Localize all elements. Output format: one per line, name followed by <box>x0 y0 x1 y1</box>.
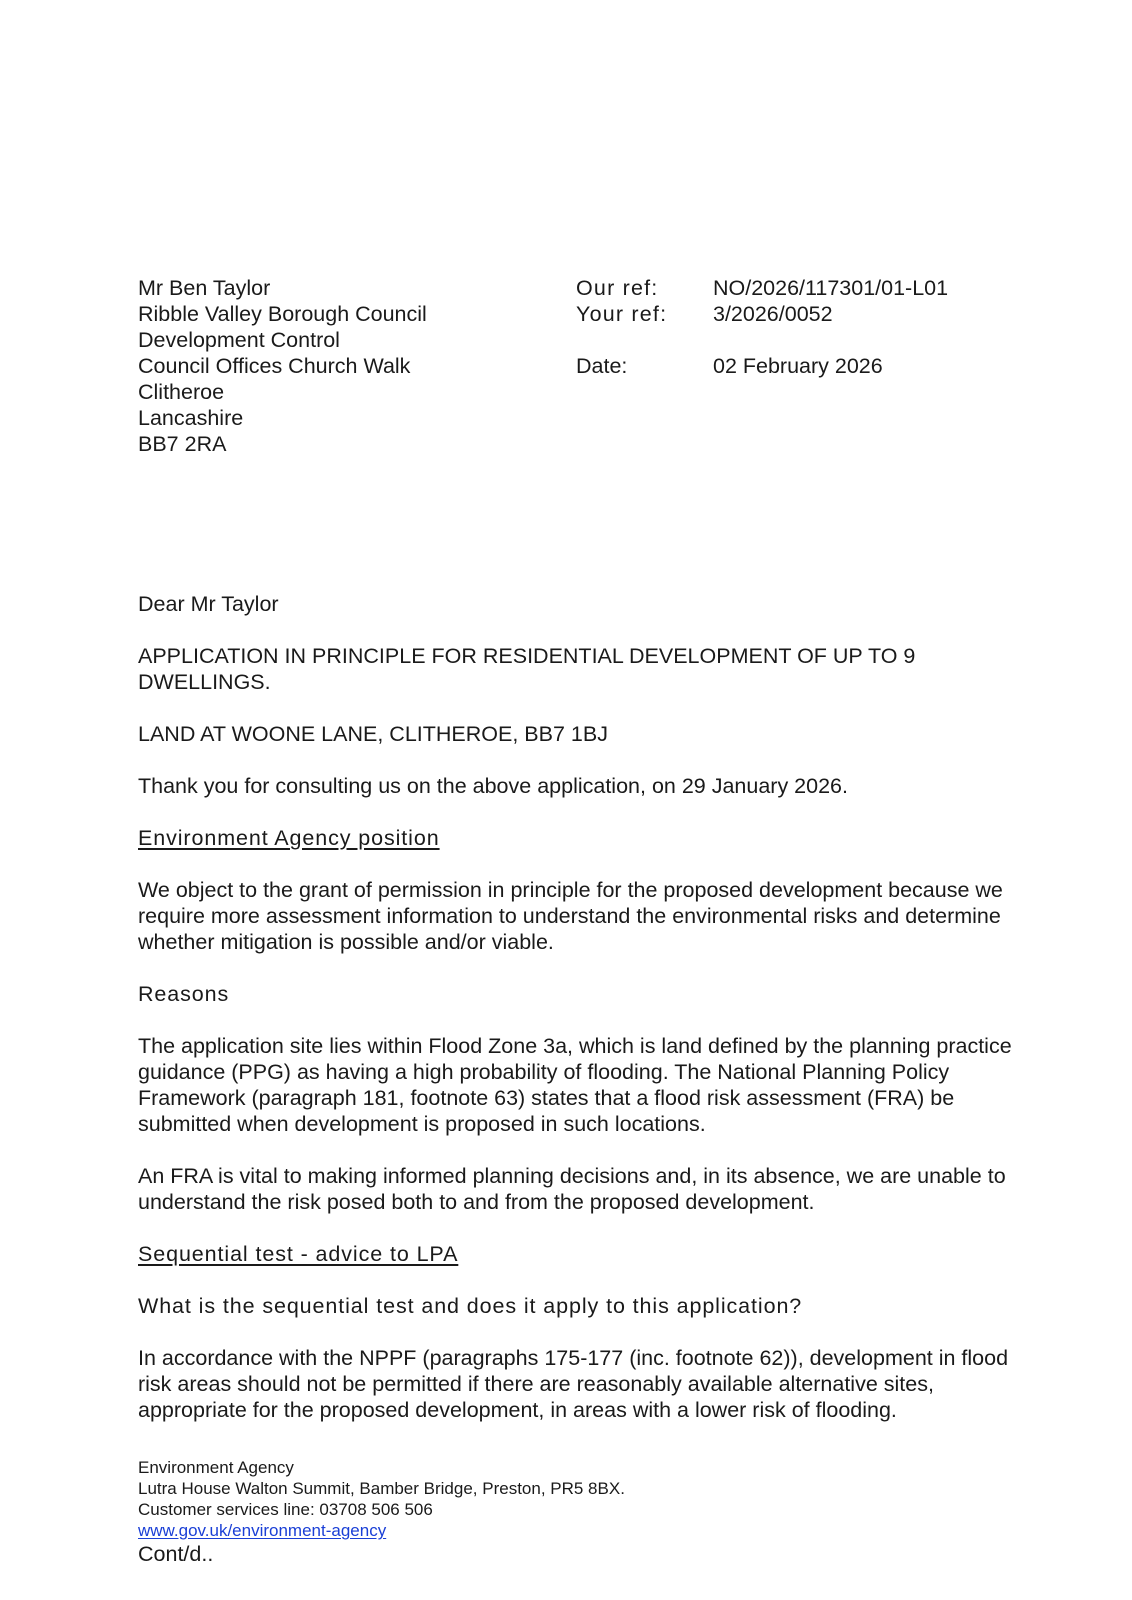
letter-body <box>138 591 1038 1449</box>
recipient-organisation: Ribble Valley Borough Council <box>138 302 427 326</box>
your-ref-label: Your ref: <box>576 302 668 326</box>
reasons-paragraph-1: The application site lies within Flood Zone 3a, which is land defined by the planning practice guidance (PPG) as having a high probability of flooding. The National Planning Policy Framework (paragraph 181, footnote 63) states that a flood risk assessment (FRA) be submitted when development is proposed in such locations. <box>138 1034 1012 1136</box>
sequential-heading: Sequential test - advice to LPA <box>138 1242 459 1266</box>
sequential-question: What is the sequential test and does it apply to this application? <box>138 1294 803 1318</box>
date-label: Date: <box>576 354 628 378</box>
footer-org: Environment Agency <box>138 1458 294 1477</box>
footer-website-link[interactable]: www.gov.uk/environment-agency <box>138 1521 387 1540</box>
reference-block <box>576 275 948 379</box>
sequential-paragraph: In accordance with the NPPF (paragraphs 175-177 (inc. footnote 62)), development in flood risk areas should not be permitted if there are reasonably available alternative sites, appropriate for the proposed development, in areas with a lower risk of flooding. <box>138 1346 1009 1422</box>
position-paragraph: We object to the grant of permission in principle for the proposed development because we require more assessment information to understand the environmental risks and determine whether mitigation is possible and/or viable. <box>138 878 1003 954</box>
our-ref-row <box>576 275 948 301</box>
footer-phone: Customer services line: 03708 506 506 <box>138 1500 433 1519</box>
our-ref-label: Our ref: <box>576 276 659 300</box>
application-title: APPLICATION IN PRINCIPLE FOR RESIDENTIAL DEVELOPMENT OF UP TO 9 DWELLINGS. <box>138 644 916 694</box>
date-row <box>576 353 948 379</box>
recipient-address <box>138 275 427 457</box>
footer <box>138 1457 625 1541</box>
reasons-paragraph-2: An FRA is vital to making informed planning decisions and, in its absence, we are unable to understand the risk posed both to and from the proposed development. <box>138 1164 1006 1214</box>
footer-address: Lutra House Walton Summit, Bamber Bridge, Preston, PR5 8BX. <box>138 1479 625 1498</box>
salutation: Dear Mr Taylor <box>138 592 279 616</box>
continuation-marker: Cont/d.. <box>138 1542 214 1566</box>
recipient-name: Mr Ben Taylor <box>138 276 271 300</box>
reasons-heading: Reasons <box>138 982 230 1006</box>
recipient-town: Clitheroe <box>138 380 225 404</box>
recipient-department: Development Control <box>138 328 340 352</box>
your-ref-value: 3/2026/0052 <box>713 302 833 326</box>
ref-spacer <box>576 327 948 353</box>
recipient-postcode: BB7 2RA <box>138 432 227 456</box>
our-ref-value: NO/2026/117301/01-L01 <box>713 276 949 300</box>
intro-paragraph: Thank you for consulting us on the above application, on 29 January 2026. <box>138 774 848 798</box>
site-address: LAND AT WOONE LANE, CLITHEROE, BB7 1BJ <box>138 722 608 746</box>
recipient-county: Lancashire <box>138 406 244 430</box>
date-value: 02 February 2026 <box>713 354 883 378</box>
your-ref-row <box>576 301 948 327</box>
recipient-street: Council Offices Church Walk <box>138 354 411 378</box>
position-heading: Environment Agency position <box>138 826 440 850</box>
